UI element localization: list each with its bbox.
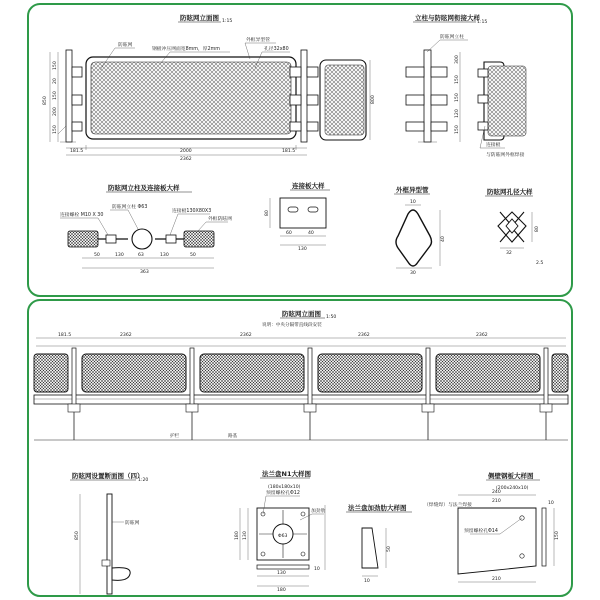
svg-text:1:50: 1:50	[326, 315, 337, 320]
svg-text:181.5: 181.5	[58, 333, 72, 338]
svg-text:180: 180	[277, 588, 286, 593]
flange-label-rib: 加劲肋	[311, 509, 326, 514]
tube-title: 外框异型管	[396, 186, 429, 194]
svg-text:130: 130	[160, 253, 169, 258]
svg-text:150: 150	[455, 125, 460, 134]
fence-panel	[436, 354, 540, 392]
svg-text:护栏: 护栏	[170, 434, 180, 439]
bracket	[72, 95, 82, 105]
flange-title: 法兰盘N1大样图	[262, 470, 311, 478]
side-label-weld: （焊缝焊）与法兰焊接	[424, 503, 472, 508]
svg-text:300: 300	[455, 55, 460, 64]
dim-height: 850	[43, 96, 48, 105]
connection-label-frame: 外框防眩网	[208, 217, 232, 222]
side-label-hole: 预留螺栓孔Φ14	[464, 529, 498, 534]
svg-text:1:20: 1:20	[138, 478, 149, 483]
svg-text:10: 10	[410, 200, 416, 205]
connection-total: 363	[140, 270, 149, 275]
svg-text:210: 210	[492, 499, 501, 504]
plate-title: 连接板大样	[292, 182, 325, 190]
bracket	[290, 95, 301, 105]
svg-text:2362: 2362	[120, 333, 132, 338]
fence-panel	[82, 354, 186, 392]
right-post	[301, 50, 307, 142]
svg-text:40: 40	[308, 231, 314, 236]
post-circle	[132, 229, 152, 249]
svg-text:60: 60	[286, 231, 292, 236]
svg-text:10: 10	[548, 501, 554, 506]
svg-text:63: 63	[138, 253, 144, 258]
post-base	[540, 404, 552, 412]
svg-text:2362: 2362	[476, 333, 488, 338]
svg-text:150: 150	[53, 125, 58, 134]
svg-text:40: 40	[441, 236, 446, 242]
svg-text:850: 850	[75, 531, 80, 540]
elevation-scale: 1:15	[222, 19, 233, 24]
fence-panel	[318, 354, 422, 392]
svg-text:200: 200	[53, 107, 58, 116]
post-base	[422, 404, 434, 412]
label-tube: 外框异型管	[246, 38, 270, 43]
rib-title: 法兰盘加劲肋大样图	[348, 504, 407, 512]
svg-text:150: 150	[53, 61, 58, 70]
partial-mesh	[325, 65, 364, 135]
joint-plate	[431, 67, 447, 77]
joint-post	[424, 50, 431, 142]
mesh-panel	[91, 62, 291, 134]
svg-text:181.5: 181.5	[70, 149, 84, 154]
svg-text:80: 80	[535, 226, 540, 232]
svg-text:50: 50	[94, 253, 100, 258]
connection-label-bolt: 连接螺栓 M10 X 30	[60, 213, 104, 218]
svg-text:150: 150	[455, 75, 460, 84]
svg-text:10: 10	[364, 579, 370, 584]
svg-text:(180x180x10): (180x180x10)	[268, 485, 301, 490]
connection-title: 防眩网立柱及连接板大样	[108, 184, 180, 192]
joint-plate	[431, 122, 447, 131]
post-base	[186, 404, 198, 412]
svg-text:150: 150	[455, 93, 460, 102]
fence-post	[426, 348, 430, 406]
svg-text:180: 180	[235, 531, 240, 540]
joint-plate	[406, 95, 424, 105]
section-post	[107, 494, 112, 594]
elevation-b-note: 说明：中央分隔带直线段安装	[262, 323, 322, 328]
elevation-title: 防眩网立面图	[180, 14, 219, 22]
svg-text:181.5: 181.5	[282, 149, 296, 154]
joint-title: 立柱与防眩网衔接大样	[415, 14, 480, 22]
section-title: 防眩网设置断面图（四）	[72, 472, 144, 480]
label-plate: 钢板冲压网面宽8mm，厚2mm	[152, 47, 220, 52]
svg-text:120: 120	[455, 109, 460, 118]
svg-text:50: 50	[387, 546, 392, 552]
svg-text:130: 130	[277, 571, 286, 576]
svg-text:1:15: 1:15	[477, 20, 488, 25]
joint-plate	[406, 67, 424, 77]
flange-label-bolt: 预留螺栓孔Φ12	[266, 491, 300, 496]
joint-plate	[431, 95, 447, 105]
joint-mesh	[488, 66, 526, 136]
joint-plate	[406, 122, 424, 131]
elevation-b-title: 防眩网立面图	[282, 310, 321, 318]
svg-text:210: 210	[492, 577, 501, 582]
label-hole: 孔径32x80	[264, 47, 289, 52]
svg-text:2.5: 2.5	[536, 261, 544, 266]
fence-panel	[200, 354, 304, 392]
svg-text:2362: 2362	[358, 333, 370, 338]
svg-text:130: 130	[115, 253, 124, 258]
bracket	[307, 95, 318, 105]
svg-text:(200x240x10): (200x240x10)	[496, 486, 529, 491]
fence-post	[544, 348, 548, 406]
connection-label-plate: 连接板130X80X3	[172, 209, 212, 214]
svg-text:130: 130	[298, 247, 307, 252]
fence-post	[72, 348, 76, 406]
connection-label-post: 防眩网立柱 Φ63	[112, 205, 148, 210]
fence-post	[190, 348, 194, 406]
svg-text:20: 20	[53, 78, 58, 84]
fence-panel-partial	[34, 354, 68, 392]
bracket	[290, 122, 301, 131]
hole-title: 防眩网孔径大样	[487, 188, 533, 196]
dim-total: 2362	[180, 157, 192, 162]
connection-plate	[280, 198, 326, 228]
section-label: 防眩网	[125, 521, 140, 526]
joint-label-post: 防眩网立柱	[440, 35, 464, 40]
left-post	[66, 50, 72, 142]
svg-text:30: 30	[410, 271, 416, 276]
bracket	[307, 122, 318, 131]
panel-a-frame	[28, 4, 572, 296]
bracket	[307, 67, 318, 77]
fence-post	[308, 348, 312, 406]
svg-text:240: 240	[492, 490, 501, 495]
post-base	[68, 404, 80, 412]
svg-text:800: 800	[371, 95, 376, 104]
bracket	[72, 67, 82, 77]
bracket	[290, 67, 301, 77]
svg-text:2000: 2000	[180, 149, 192, 154]
guardrail	[34, 395, 568, 404]
svg-text:50: 50	[190, 253, 196, 258]
side-plate-title: 侧壁钢板大样图	[488, 472, 534, 480]
svg-text:2362: 2362	[240, 333, 252, 338]
svg-text:路基: 路基	[228, 434, 238, 439]
svg-text:150: 150	[555, 531, 560, 540]
fence-panel-partial	[552, 354, 568, 392]
svg-text:Φ63: Φ63	[278, 534, 288, 539]
svg-text:130: 130	[243, 531, 248, 540]
joint-label-frame: 与防眩网外框焊接	[486, 153, 525, 158]
joint-label-plate: 连接板	[486, 143, 501, 148]
svg-text:32: 32	[506, 251, 512, 256]
bracket	[72, 122, 82, 131]
svg-text:10: 10	[314, 567, 320, 572]
svg-text:150: 150	[53, 91, 58, 100]
svg-text:80: 80	[265, 210, 270, 216]
label-mesh: 防眩网	[118, 43, 133, 48]
post-base	[304, 404, 316, 412]
